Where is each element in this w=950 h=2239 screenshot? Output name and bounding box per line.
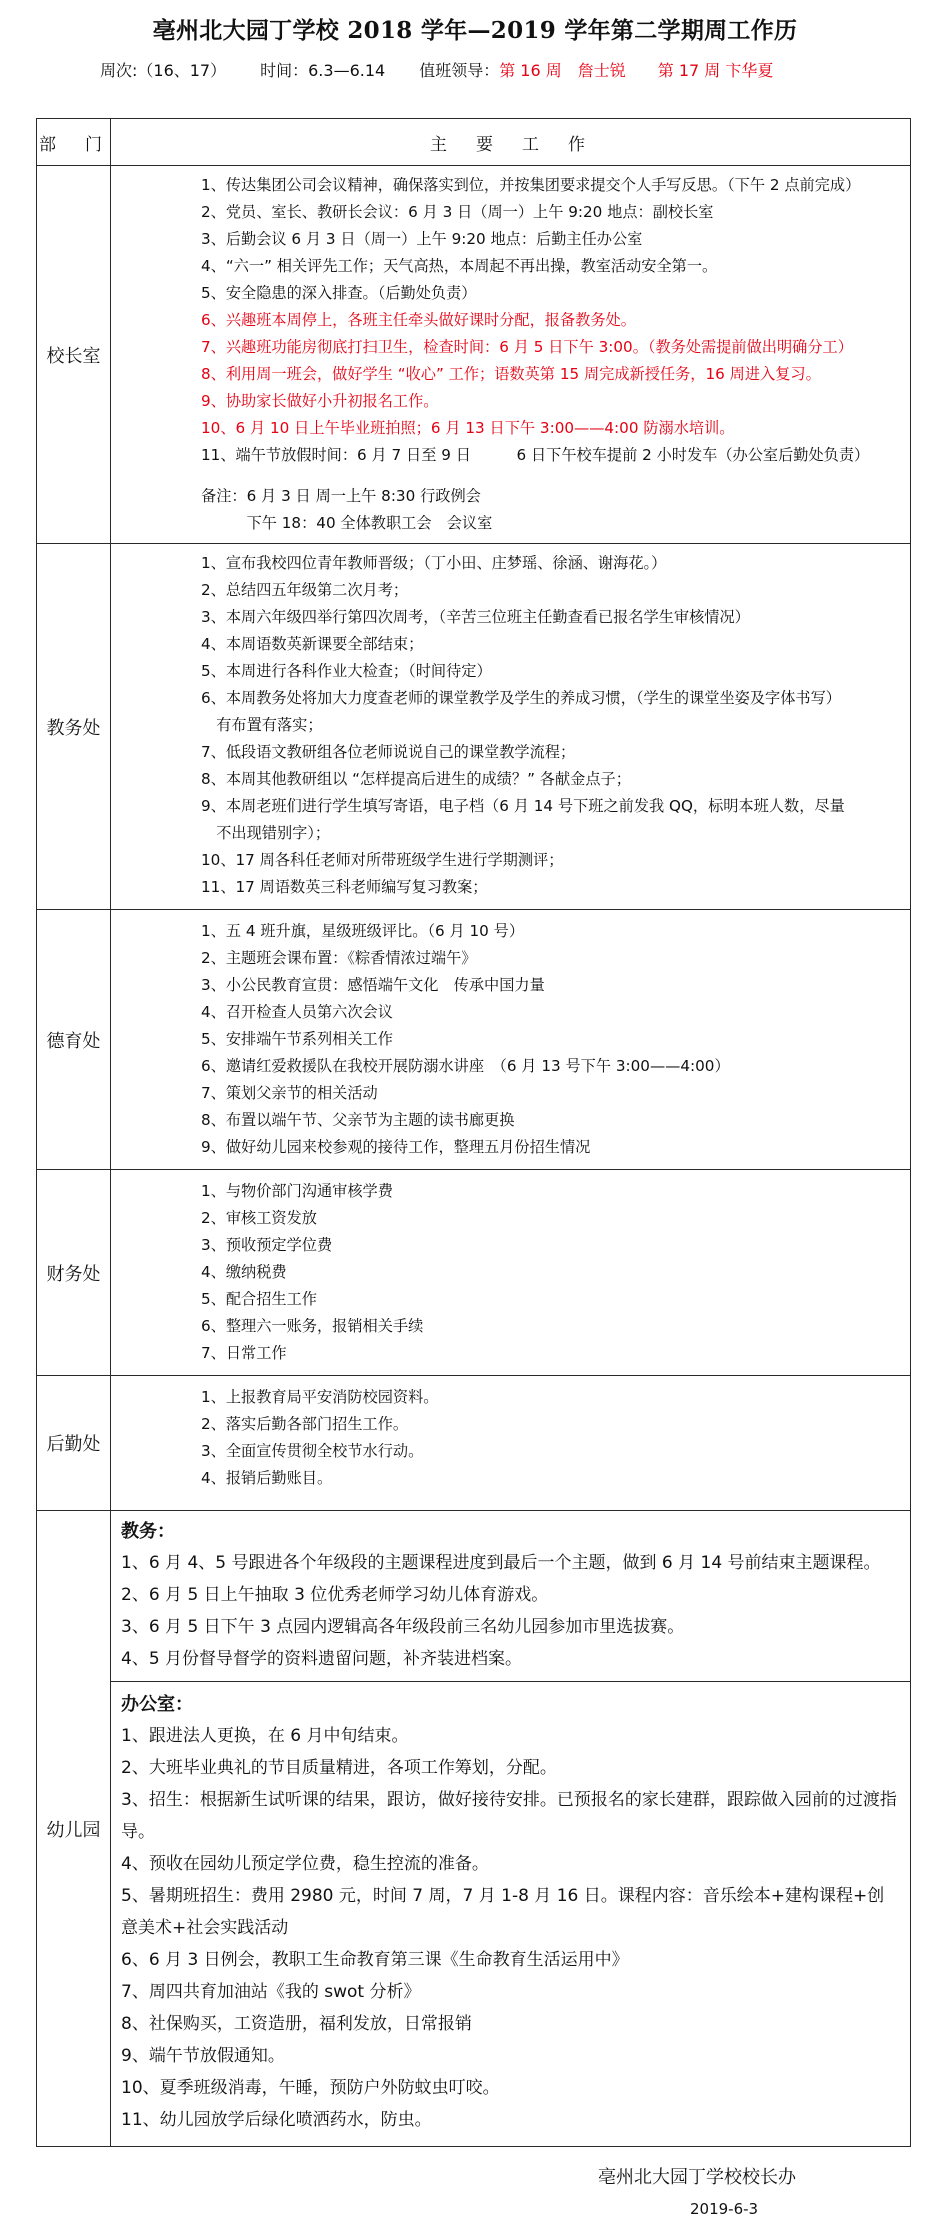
work-item: 2、党员、室长、教研长会议：6 月 3 日（周一）上午 9:20 地点：副校长室 <box>201 203 714 221</box>
kg-item: 11、幼儿园放学后绿化喷洒药水，防虫。 <box>121 2110 432 2130</box>
kg-item: 8、社保购买，工资造册，福利发放，日常报销 <box>121 2014 472 2034</box>
work-item: 不出现错别字）； <box>201 824 331 842</box>
dept-cell: 幼儿园 <box>37 1511 111 2147</box>
work-item: 2、主题班会课布置：《粽香情浓过端午》 <box>201 949 477 967</box>
section-row <box>37 166 911 544</box>
kg-item: 6、6 月 3 日例会，教职工生命教育第三课《生命教育生活运用中》 <box>121 1950 629 1970</box>
kg-item: 4、预收在园幼儿预定学位费，稳生控流的准备。 <box>121 1854 489 1874</box>
section-row <box>37 1376 911 1511</box>
table-header-row <box>37 119 911 166</box>
work-item: 3、全面宣传贯彻全校节水行动。 <box>201 1442 424 1460</box>
work-item: 7、策划父亲节的相关活动 <box>201 1084 378 1102</box>
work-item: 3、后勤会议 6 月 3 日（周一）上午 9:20 地点：后勤主任办公室 <box>201 230 643 248</box>
work-item: 11、17 周语数英三科老师编写复习教案； <box>201 878 488 896</box>
kg-item: 5、暑期班招生：费用 2980 元，时间 7 周，7 月 1-8 月 16 日。课程内容：音乐绘本+建构课程+创意美术+社会实践活动 <box>121 1886 885 1938</box>
section-row-kindergarten <box>37 1511 911 1682</box>
work-item: 2、落实后勤各部门招生工作。 <box>201 1415 409 1433</box>
work-item: 4、“六一” 相关评先工作；天气高热，本周起不再出操，教室活动安全第一。 <box>201 257 718 275</box>
work-item: 7、兴趣班功能房彻底打扫卫生，检查时间：6 月 5 日下午 3:00。（教务处需提前做出明确分工） <box>201 338 853 356</box>
work-cell <box>111 1376 911 1511</box>
section-row <box>37 910 911 1170</box>
work-item: 4、本周语数英新课要全部结束； <box>201 635 424 653</box>
week-label: 周次:（16、17） <box>100 61 227 80</box>
work-item: 5、本周进行各科作业大检查；（时间待定） <box>201 662 492 680</box>
kg-item: 7、周四共育加油站《我的 swot 分析》 <box>121 1982 421 2002</box>
work-item: 6、整理六一账务，报销相关手续 <box>201 1317 424 1335</box>
work-item: 11、端午节放假时间：6 月 7 日至 9 日 6 日下午校车提前 2 小时发车（办公室后勤处负责） <box>201 446 870 464</box>
work-item: 1、上报教育局平安消防校园资料。 <box>201 1388 439 1406</box>
leader-names: 第 16 周 詹士锐 第 17 周 卞华夏 <box>499 61 774 80</box>
work-item: 8、布置以端午节、父亲节为主题的读书廊更换 <box>201 1111 515 1129</box>
work-item: 3、本周六年级四举行第四次周考，（辛苦三位班主任勤查看已报名学生审核情况） <box>201 608 750 626</box>
footer-date: 2019-6-3 <box>690 2200 759 2218</box>
section-row-kindergarten-office <box>37 1682 911 2147</box>
work-item: 6、邀请红爱救援队在我校开展防溺水讲座 （6 月 13 号下午 3:00——4:00） <box>201 1057 730 1075</box>
dept-cell: 校长室 <box>37 166 111 544</box>
work-item: 7、日常工作 <box>201 1344 287 1362</box>
work-item: 8、本周其他教研组以 “怎样提高后进生的成绩？” 各献金点子； <box>201 770 631 788</box>
section-row <box>37 544 911 910</box>
work-table <box>36 118 911 2147</box>
kg-item: 3、6 月 5 日下午 3 点园内逻辑高各年级段前三名幼儿园参加市里选拔赛。 <box>121 1617 685 1637</box>
time-label: 时间：6.3—6.14 <box>260 61 386 80</box>
work-item: 4、报销后勤账目。 <box>201 1469 333 1487</box>
kg-office-heading: 办公室： <box>121 1694 193 1715</box>
kg-item: 9、端午节放假通知。 <box>121 2046 285 2066</box>
kg-office-list <box>121 1720 900 2136</box>
work-item: 2、总结四五年级第二次月考； <box>201 581 409 599</box>
kg-item: 1、6 月 4、5 号跟进各个年级段的主题课程进度到最后一个主题，做到 6 月 14 号前结束主题课程。 <box>121 1553 881 1573</box>
work-item: 6、兴趣班本周停上，各班主任牵头做好课时分配，报备教务处。 <box>201 311 636 329</box>
work-item: 8、利用周一班会，做好学生 “收心” 工作；语数英第 15 周完成新授任务，16 周进入复习。 <box>201 365 821 383</box>
kg-item: 1、跟进法人更换，在 6 月中旬结束。 <box>121 1726 409 1746</box>
work-item: 9、协助家长做好小升初报名工作。 <box>201 392 439 410</box>
work-item: 10、17 周各科任老师对所带班级学生进行学期测评； <box>201 851 564 869</box>
work-item: 6、本周教务处将加大力度查老师的课堂教学及学生的养成习惯，（学生的课堂坐姿及字体书写） <box>201 689 841 707</box>
work-item: 备注：6 月 3 日 周一上午 8:30 行政例会 <box>201 487 481 505</box>
header-work: 主 要 工 作 <box>111 119 911 166</box>
section-row <box>37 1170 911 1376</box>
work-cell <box>111 1170 911 1376</box>
work-item: 9、本周老班们进行学生填写寄语，电子档（6 月 14 号下班之前发我 QQ，标明本班人数，尽量 <box>201 797 845 815</box>
kg-item: 3、招生：根据新生试听课的结果，跟访，做好接待安排。已预报名的家长建群，跟踪做入园前的过渡指导。 <box>121 1790 897 1842</box>
kg-item: 2、6 月 5 日上午抽取 3 位优秀老师学习幼儿体育游戏。 <box>121 1585 549 1605</box>
work-item: 4、召开检查人员第六次会议 <box>201 1003 393 1021</box>
work-item: 5、安排端午节系列相关工作 <box>201 1030 393 1048</box>
leader-label: 值班领导： <box>419 61 500 80</box>
work-item: 3、预收预定学位费 <box>201 1236 333 1254</box>
work-item: 1、宣布我校四位青年教师晋级；（丁小田、庄梦瑶、徐涵、谢海花。） <box>201 554 667 572</box>
dept-cell: 教务处 <box>37 544 111 910</box>
work-item <box>201 469 902 483</box>
work-cell <box>111 166 911 544</box>
work-item: 10、6 月 10 日上午毕业班拍照；6 月 13 日下午 3:00——4:00 防溺水培训。 <box>201 419 735 437</box>
work-cell <box>111 544 911 910</box>
work-item: 1、传达集团公司会议精神，确保落实到位，并按集团要求提交个人手写反思。（下午 2 点前完成） <box>201 176 861 194</box>
header-dept: 部 门 <box>37 119 111 166</box>
work-item: 4、缴纳税费 <box>201 1263 287 1281</box>
meta-row <box>100 58 773 81</box>
work-item: 1、与物价部门沟通审核学费 <box>201 1182 393 1200</box>
work-item: 5、配合招生工作 <box>201 1290 317 1308</box>
kg-office-cell <box>111 1682 911 2147</box>
work-item: 7、低段语文教研组各位老师说说自己的课堂教学流程； <box>201 743 576 761</box>
work-item: 3、小公民教育宣贯：感悟端午文化 传承中国力量 <box>201 976 545 994</box>
dept-cell: 德育处 <box>37 910 111 1170</box>
footer-org: 亳州北大园丁学校校长办 <box>598 2167 796 2188</box>
kg-teaching-cell <box>111 1511 911 1682</box>
work-item: 1、五 4 班升旗，星级班级评比。（6 月 10 号） <box>201 922 525 940</box>
kg-item: 10、夏季班级消毒，午睡，预防户外防蚊虫叮咬。 <box>121 2078 500 2098</box>
kg-item: 2、大班毕业典礼的节目质量精进，各项工作筹划，分配。 <box>121 1758 557 1778</box>
work-item: 2、审核工资发放 <box>201 1209 317 1227</box>
work-item: 9、做好幼儿园来校参观的接待工作，整理五月份招生情况 <box>201 1138 591 1156</box>
dept-cell: 后勤处 <box>37 1376 111 1511</box>
work-cell <box>111 910 911 1170</box>
work-item: 有布置有落实； <box>201 716 323 734</box>
kg-item: 4、5 月份督导督学的资料遗留问题，补齐装进档案。 <box>121 1649 523 1669</box>
dept-cell: 财务处 <box>37 1170 111 1376</box>
kg-teaching-heading: 教务： <box>121 1521 175 1542</box>
page-title: 亳州北大园丁学校 2018 学年—2019 学年第二学期周工作历 <box>152 17 798 44</box>
work-item: 下午 18：40 全体教职工会 会议室 <box>201 514 493 532</box>
kg-teaching-list <box>121 1547 900 1675</box>
work-item: 5、安全隐患的深入排查。（后勤处负责） <box>201 284 477 302</box>
